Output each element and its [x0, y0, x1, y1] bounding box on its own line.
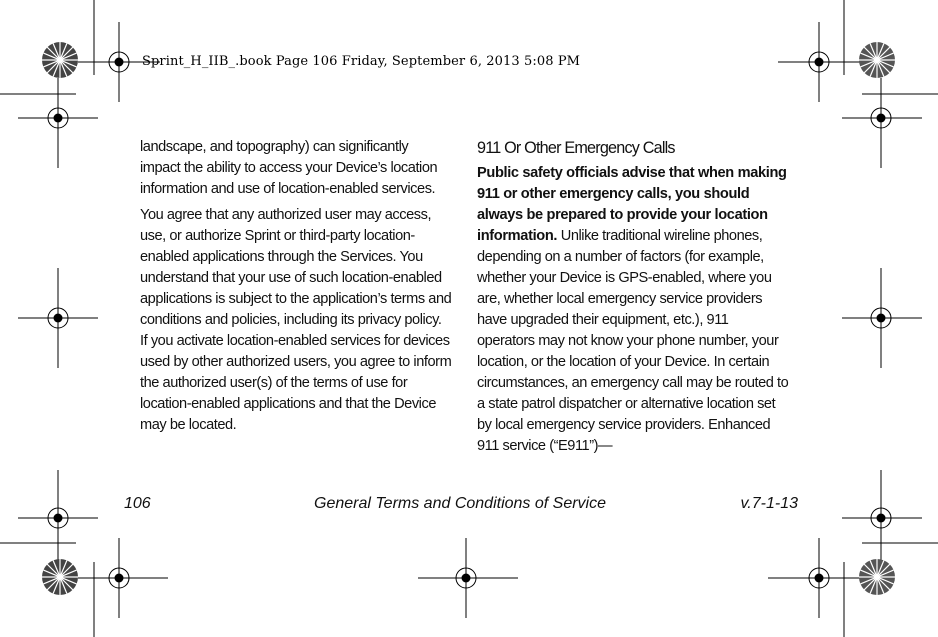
- starburst-target: [42, 559, 78, 595]
- registration-mark: [78, 538, 168, 618]
- page-footer: [124, 495, 798, 517]
- starburst-target: [42, 42, 78, 78]
- registration-mark: [778, 22, 860, 102]
- right-paragraph: [477, 163, 789, 457]
- section-heading: 911 Or Other Emergency Calls: [477, 139, 675, 157]
- registration-mark: [18, 78, 98, 168]
- registration-mark: [768, 538, 860, 618]
- left-column: [140, 137, 452, 436]
- page-number: 106: [124, 495, 151, 512]
- registration-mark: [18, 268, 98, 368]
- starburst-target: [859, 559, 895, 595]
- version-label: v.7-1-13: [740, 495, 798, 512]
- registration-mark: [842, 470, 922, 560]
- body-text: Unlike traditional wireline phones, depending on a number of factors (for example, whether your Device is GPS-enabled, where you are, whether local emergency service providers have upgraded their equipment, etc.), 911 operators may not know your phone number, your location, or the location of your Device. In certain circumstances, an emergency call may be routed to a state patrol dispatcher or alternative location set by local emergency service providers. Enhanced 911 service (“E911”)—: [477, 228, 789, 454]
- registration-mark: [842, 78, 922, 168]
- registration-mark: [18, 470, 98, 560]
- footer-title: General Terms and Conditions of Service: [314, 495, 606, 512]
- left-paragraph-1: landscape, and topography) can significantly impact the ability to access your Device’s location information and use of location-enabled services.: [140, 139, 438, 197]
- registration-mark: [418, 538, 518, 618]
- lead-sentence: Public safety officials advise that when making 911 or other emergency calls, you should always be prepared to provide your location information.: [477, 165, 787, 244]
- registration-mark: [842, 268, 922, 368]
- left-paragraph-2: You agree that any authorized user may access, use, or authorize Sprint or third-party location-enabled applications through the Services. You understand that your use of such location-enabled applications is subject to the application’s terms and conditions and policies, including its privacy policy. If you activate location-enabled services for devices used by other authorized users, you agree to inform the authorized user(s) of the terms of use for location-enabled applications and that the Device may be located.: [140, 207, 452, 433]
- starburst-target: [859, 42, 895, 78]
- right-column: [477, 137, 789, 457]
- print-slug: Sprint_H_IIB_.book Page 106 Friday, September 6, 2013 5:08 PM: [142, 54, 581, 69]
